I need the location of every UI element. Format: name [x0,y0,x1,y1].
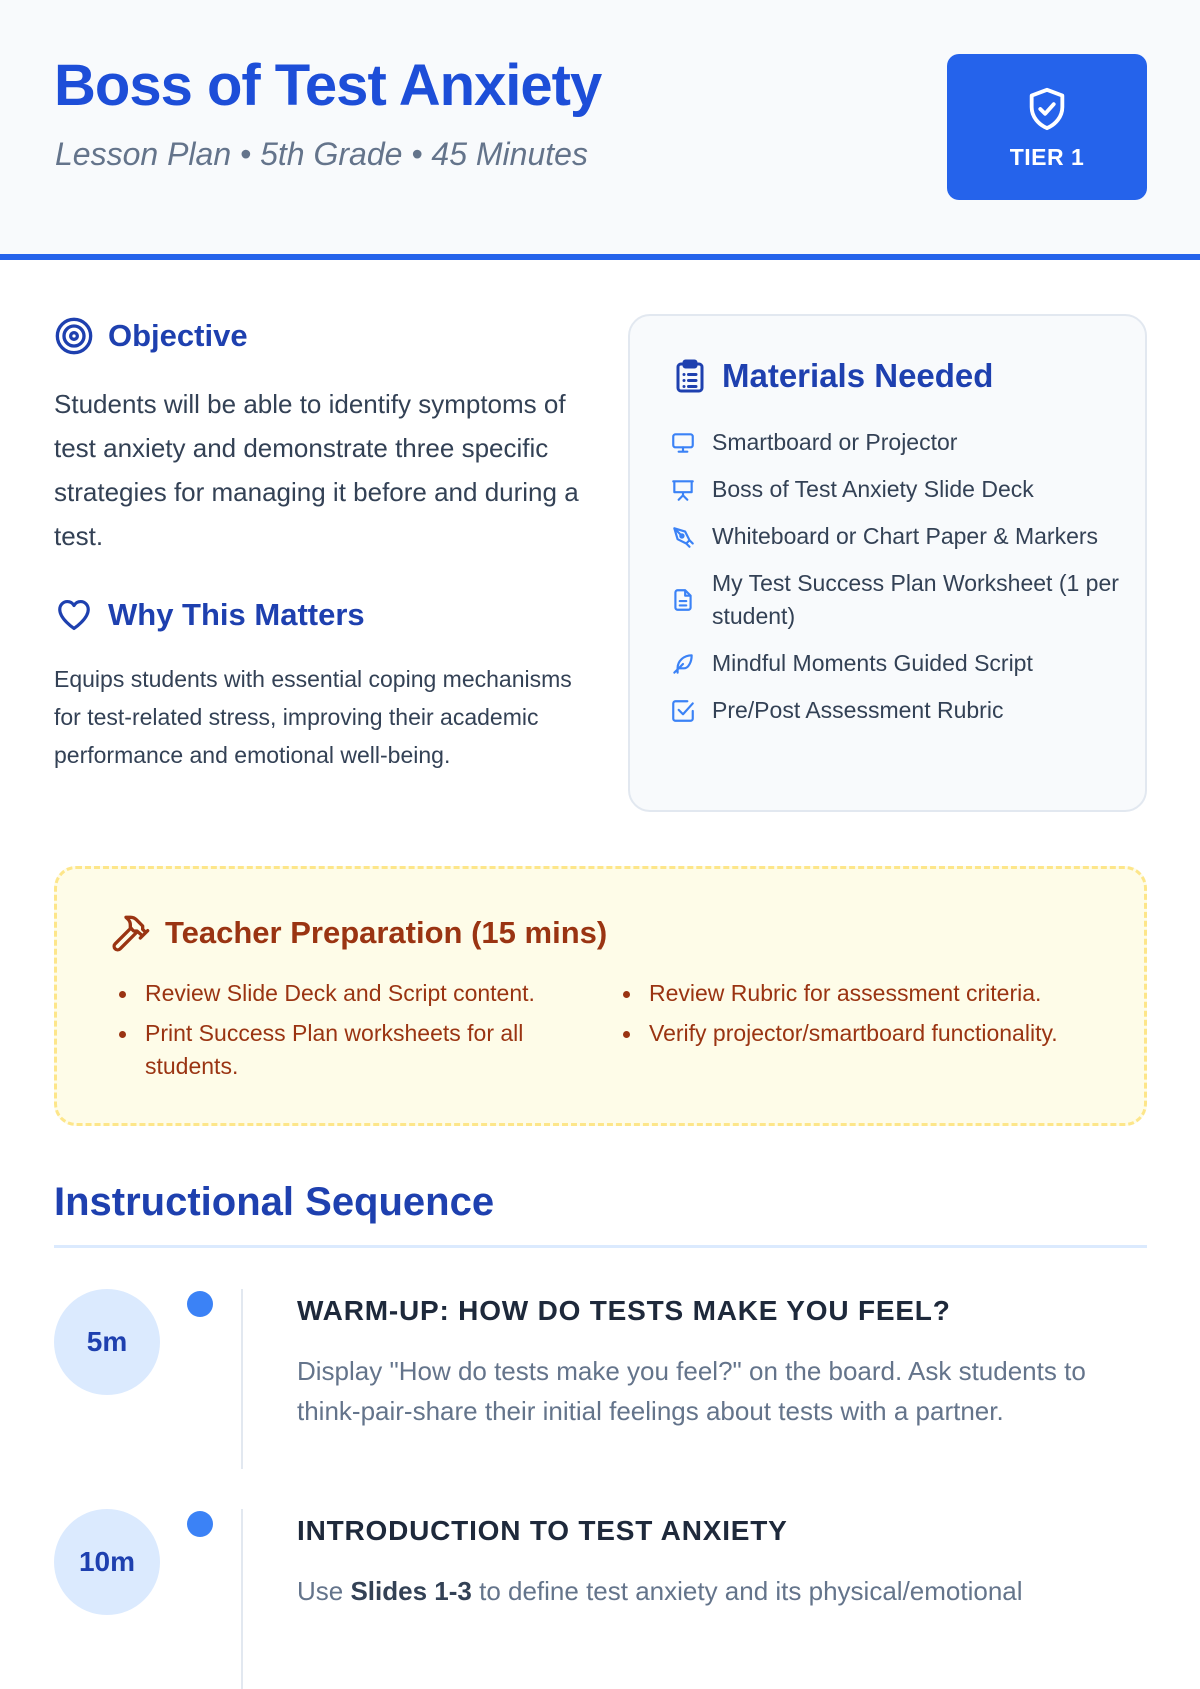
step-description-text: Use [297,1576,351,1606]
feather-icon [670,651,696,677]
file-text-icon [670,587,696,613]
list-item [670,647,1120,680]
step-description-text: to define test anxiety and its physical/emotional [471,1576,1023,1606]
timeline-dot [187,1511,213,1537]
why-heading-label: Why This Matters [108,597,365,632]
step-title: INTRODUCTION TO TEST ANXIETY [297,1515,788,1546]
target-icon [54,316,94,356]
tier-badge [947,54,1147,200]
list-item [670,694,1120,727]
sequence-heading: Instructional Sequence [54,1180,495,1224]
materials-item-label: Boss of Test Anxiety Slide Deck [712,476,1034,502]
list-item: Review Rubric for assessment criteria. [617,977,1097,1010]
prep-list-right [617,977,1097,1057]
tier-label: TIER 1 [1009,143,1085,170]
why-heading [54,596,365,634]
prep-heading-label: Teacher Preparation (15 mins) [165,915,608,950]
objective-text: Students will be able to identify symptoms of test anxiety and demonstrate three specific strategies for managing it before and during a test. [54,389,579,551]
timeline-dot [187,1291,213,1317]
lesson-header [0,0,1200,260]
prep-heading [111,913,607,953]
objective-heading-label: Objective [108,318,248,353]
pen-tool-icon [670,524,696,550]
step-description: Display "How do tests make you feel?" on the board. Ask students to think-pair-share their initial feelings about tests with a partner. [297,1356,1086,1426]
step-description [297,1571,1147,1611]
list-item [670,567,1120,633]
check-square-icon [670,698,696,724]
prep-list-left [113,977,583,1090]
hammer-icon [111,913,151,953]
monitor-icon [670,430,696,456]
list-item: Review Slide Deck and Script content. [113,977,583,1010]
materials-item-label: My Test Success Plan Worksheet (1 per student) [712,570,1119,629]
page-title: Boss of Test Anxiety [54,53,602,118]
step-description-emphasis: Slides 1-3 [350,1576,472,1606]
sequence-step [0,1289,1200,1469]
sequence-divider [54,1245,1147,1248]
why-text: Equips students with essential coping mechanisms for test-related stress, improving their academic performance and emotional well-being. [54,666,572,768]
materials-item-label: Smartboard or Projector [712,429,958,455]
list-item [670,473,1120,506]
list-item: Print Success Plan worksheets for all students. [113,1017,583,1083]
page-subtitle: Lesson Plan • 5th Grade • 45 Minutes [55,136,588,172]
step-duration: 5m [54,1289,160,1395]
materials-item-label: Pre/Post Assessment Rubric [712,697,1004,723]
materials-heading [672,356,993,396]
timeline-line [241,1289,243,1469]
sequence-step [0,1509,1200,1606]
objective-heading [54,316,248,356]
teacher-prep-box [54,866,1147,1126]
materials-heading-label: Materials Needed [722,357,994,394]
timeline-line [241,1509,243,1689]
materials-list [670,426,1120,741]
step-duration: 10m [54,1509,160,1615]
materials-item-label: Mindful Moments Guided Script [712,650,1033,676]
presentation-icon [670,477,696,503]
list-item [670,426,1120,459]
heart-icon [54,596,94,634]
materials-item-label: Whiteboard or Chart Paper & Markers [712,523,1099,549]
step-title: WARM-UP: HOW DO TESTS MAKE YOU FEEL? [297,1295,951,1326]
list-item: Verify projector/smartboard functionality. [617,1017,1097,1050]
clipboard-list-icon [672,356,708,396]
materials-card [628,314,1147,812]
list-item [670,520,1120,553]
shield-check-icon [1024,84,1070,134]
